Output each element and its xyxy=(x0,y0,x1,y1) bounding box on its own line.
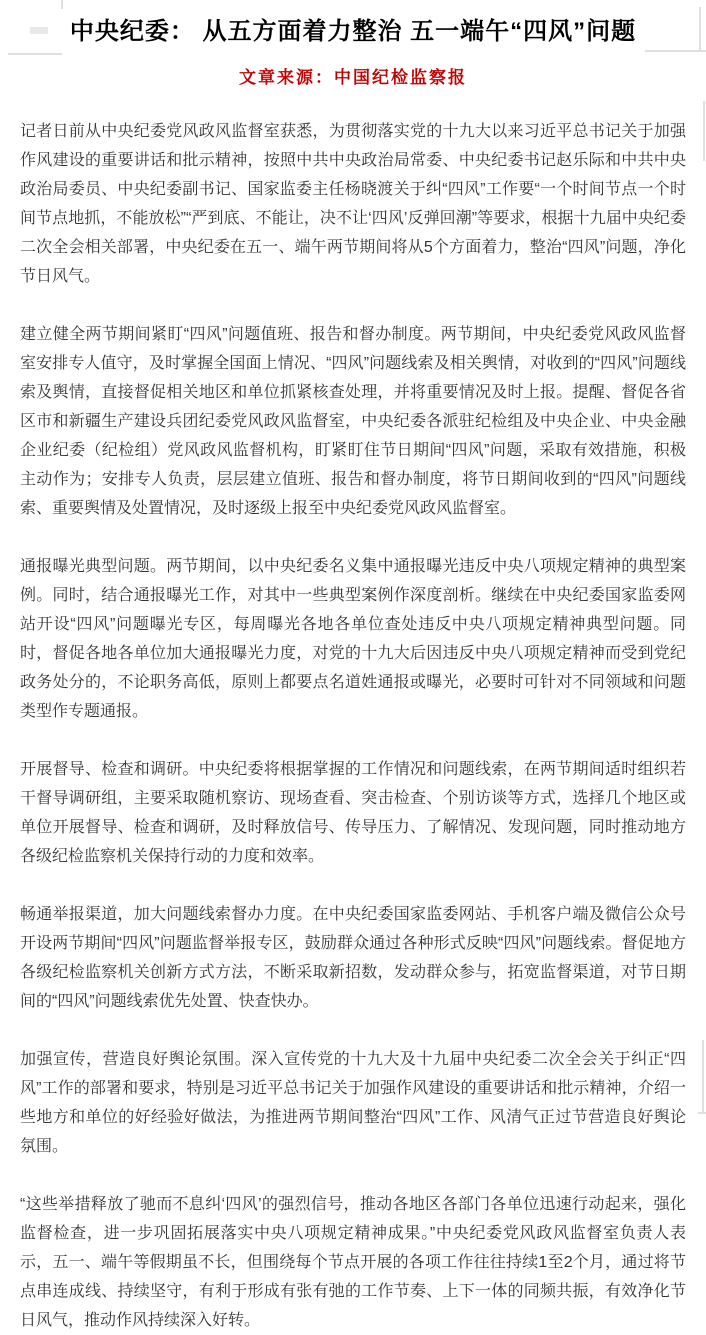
article-source-line: 文章来源：中国纪检监察报 xyxy=(239,68,467,87)
paragraph-3: 通报曝光典型问题。两节期间，以中央纪委名义集中通报曝光违反中央八项规定精神的典型案例。同时，结合通报曝光工作，对其中一些典型案例作深度剖析。继续在中央纪委国家监委网站开设“四风”问题曝光专区，每周曝光各地各单位查处违反中央八项规定精神典型问题。同时，督促各地各单位加大通报曝光力度，对党的十九大后因违反中央八项规定精神而受到党纪政务处分的，不论职务高低，原则上都要点名道姓通报或曝光，必要时可针对不同领域和问题类型作专题通报。 xyxy=(20,558,686,720)
border-fragment-top-left-smudge xyxy=(30,27,48,34)
border-fragment-top-left-vertical xyxy=(61,0,63,9)
paragraph-2: 建立健全两节期间紧盯“四风”问题值班、报告和督办制度。两节期间，中央纪委党风政风监督室安排专人值守，及时掌握全国面上情况、“四风”问题线索及相关舆情，对收到的“四风”问题线索及舆情，直接督促相关地区和单位抓紧核查处理，并将重要情况及时上报。提醒、督促各省区市和新疆生产建设兵团纪委党风政风监督室，中央纪委各派驻纪检组及中央企业、中央金融企业纪委（纪检组）党风政风监督机构，盯紧盯住节日期间“四风”问题，采取有效措施，积极主动作为；安排专人负责，层层建立值班、报告和督办制度，将节日期间收到的“四风”问题线索、重要舆情及处置情况，及时逐级上报至中央纪委党风政风监督室。 xyxy=(20,326,686,517)
border-fragment-right-lower-tick xyxy=(698,1112,706,1114)
paragraph-4: 开展督导、检查和调研。中央纪委将根据掌握的工作情况和问题线索，在两节期间适时组织若干督导调研组，主要采取随机察访、现场查看、突击检查、个别访谈等方式，选择几个地区或单位开展督导、检查和调研，及时释放信号、传导压力、了解情况、发现问题，同时推动地方各级纪检监察机关保持行动的力度和效率。 xyxy=(20,761,686,865)
border-fragment-top-left-horizontal xyxy=(8,53,62,55)
border-fragment-right-lower-vertical xyxy=(702,1040,704,1113)
paragraph-1: 记者日前从中央纪委党风政风监督室获悉，为贯彻落实党的十九大以来习近平总书记关于加强作风建设的重要讲话和批示精神，按照中共中央政治局常委、中央纪委书记赵乐际和中共中央政治局委员、中央纪委副书记、国家监委主任杨晓渡关于纠“四风”工作要“一个时间节点一个时间节点地抓，不能放松”“严到底、不能让，决不让‘四风’反弹回潮”等要求，根据十九届中央纪委二次全会相关部署，中央纪委在五一、端午两节期间将从5个方面着力，整治“四风”问题，净化节日风气。 xyxy=(20,123,686,285)
article-title: 中央纪委： 从五方面着力整治 五一端午“四风”问题 xyxy=(69,18,637,45)
border-fragment-right-upper-vertical xyxy=(703,101,705,161)
border-fragment-top-right-horizontal xyxy=(645,50,706,52)
paragraph-7: “这些举措释放了驰而不息纠‘四风’的强烈信号，推动各地区各部门各单位迅速行动起来，强化监督检查，进一步巩固拓展落实中央八项规定精神成果。”中央纪委党风政风监督室负责人表示，五一、端午等假期虽不长，但围绕每个节点开展的各项工作往往持续1至2个月，通过将节点串连成线、持续坚守，有利于形成有张有弛的工作节奏、上下一体的同频共振，有效净化节日风气，推动作风持续深入好转。 xyxy=(20,1196,686,1329)
border-fragment-top-right-vertical xyxy=(699,7,701,51)
article-body xyxy=(0,117,706,1335)
paragraph-5: 畅通举报渠道，加大问题线索督办力度。在中央纪委国家监委网站、手机客户端及微信公众号开设两节期间“四风”问题监督举报专区，鼓励群众通过各种形式反映“四风”问题线索。督促地方各级纪检监察机关创新方式方法，不断采取新招数，发动群众参与，拓宽监督渠道，对节日期间的“四风”问题线索优先处置、快查快办。 xyxy=(20,906,686,1010)
paragraph-6: 加强宣传，营造良好舆论氛围。深入宣传党的十九大及十九届中央纪委二次全会关于纠正“四风”工作的部署和要求，特别是习近平总书记关于加强作风建设的重要讲话和批示精神，介绍一些地方和单位的好经验好做法，为推进两节期间整治“四风”工作、风清气正过节营造良好舆论氛围。 xyxy=(20,1051,686,1155)
